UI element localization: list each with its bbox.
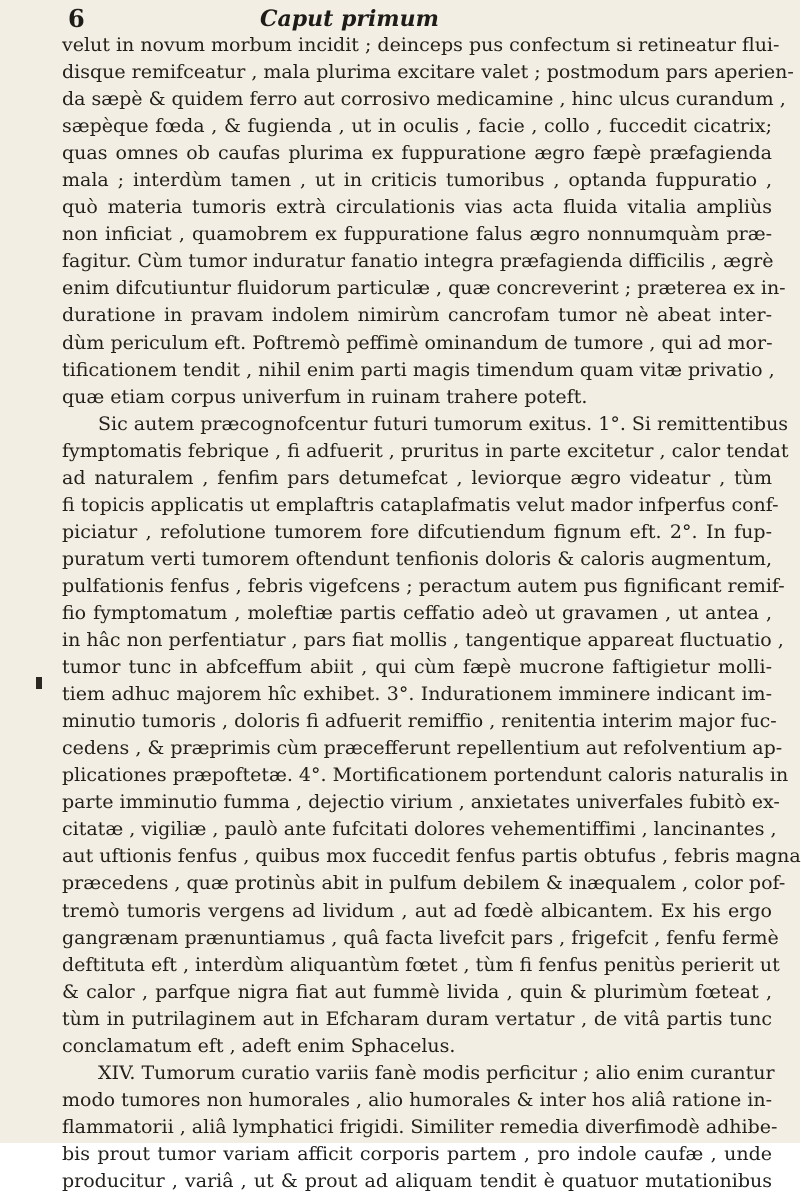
text-line: minutio tumoris , doloris fi adfuerit remiffio , renitentia interim major fuc- xyxy=(62,710,777,733)
text-line: fi topicis applicatis ut emplaftris cataplafmatis velut mador infperfus conf- xyxy=(62,493,779,516)
text-line: fymptomatis febrique , fi adfuerit , pruritus in parte excitetur , calor tendat xyxy=(62,439,789,462)
text-line: conclamatum eft , adeft enim Sphacelus. xyxy=(62,1034,456,1057)
text-line: tumor tunc in abfceffum abiit , qui cùm fæpè mucrone faftigietur molli- xyxy=(62,656,772,679)
text-line: citatæ , vigiliæ , paulò ante fufcitati dolores vehementiffimi , lancinantes , xyxy=(62,818,777,841)
text-line: fio fymptomatum , moleftiæ partis ceffatio adeò ut gravamen , ut antea , xyxy=(62,601,772,624)
text-line: sæpèque fœda , & fugienda , ut in oculis , facie , collo , fuccedit cicatrix; xyxy=(62,115,772,138)
text-line: dùm periculum eft. Poftremò peffimè ominandum de tumore , qui ad mor- xyxy=(62,331,773,354)
text-line: aut uftionis fenfus , quibus mox fuccedit fenfus partis obtufus , febris magna xyxy=(62,845,801,868)
margin-mark-icon xyxy=(36,677,42,689)
running-head: Caput primum xyxy=(260,6,439,32)
page-number: 6 xyxy=(68,4,85,33)
text-line: quò materia tumoris extrà circulationis vias acta fluida vitalia ampliùs xyxy=(62,196,772,219)
text-line: XIV. Tumorum curatio variis fanè modis perficitur ; alio enim curantur xyxy=(98,1061,775,1084)
text-line: piciatur , refolutione tumorem fore difcutiendum fignum eft. 2°. In fup- xyxy=(62,520,772,543)
text-line: da sæpè & quidem ferro aut corrosivo medicamine , hinc ulcus curandum , xyxy=(62,88,786,111)
text-line: tiem adhuc majorem hîc exhibet. 3°. Indurationem imminere indicant im- xyxy=(62,683,772,706)
text-line: quas omnes ob caufas plurima ex fuppuratione ægro fæpè præfagienda xyxy=(62,142,772,165)
text-line: fagitur. Cùm tumor induratur fanatio integra præfagienda difficilis , ægrè xyxy=(62,250,774,273)
text-line: parte imminutio fumma , dejectio virium , anxietates univerfales fubitò ex- xyxy=(62,791,780,814)
text-line: tremò tumoris vergens ad lividum , aut ad fœdè albicantem. Ex his ergo xyxy=(62,899,772,922)
text-line: deftituta eft , interdùm aliquantùm fœtet , tùm fi fenfus penitùs perierit ut xyxy=(62,953,780,976)
text-line: cedens , & præprimis cùm præcefferunt repellentium aut refolventium ap- xyxy=(62,737,783,760)
text-line: ad naturalem , fenfim pars detumefcat , leviorque ægro videatur , tùm xyxy=(62,466,772,489)
body-text xyxy=(62,32,801,1195)
text-line: plicationes præpoftetæ. 4°. Mortificationem portendunt caloris naturalis in xyxy=(62,764,789,787)
text-line: in hâc non perfentiatur , pars fiat mollis , tangentique appareat fluctuatio , xyxy=(62,629,784,652)
text-line: mala ; interdùm tamen , ut in criticis tumoribus , optanda fuppuratio , xyxy=(62,169,772,192)
text-line: gangrænam prænuntiamus , quâ facta livefcit pars , frigefcit , fenfu fermè xyxy=(62,926,779,949)
text-line: & calor , parfque nigra fiat aut fummè livida , quin & plurimùm fœteat , xyxy=(62,980,772,1003)
text-line: disque remifceatur , mala plurima excitare valet ; postmodum pars aperien- xyxy=(62,61,794,84)
text-line: enim difcutiuntur fluidorum particulæ , quæ concreverint ; præterea ex in- xyxy=(62,277,786,300)
text-line: duratione in pravam indolem nimirùm cancrofam tumor nè abeat inter- xyxy=(62,304,772,327)
text-line: puratum verti tumorem oftendunt tenfionis doloris & caloris augmentum, xyxy=(62,547,772,570)
text-line: Sic autem præcognofcentur futuri tumorum exitus. 1°. Si remittentibus xyxy=(98,412,789,435)
text-line: producitur , variâ , ut & prout ad aliquam tendit è quatuor mutationibus xyxy=(62,1169,772,1192)
text-line: flammatorii , aliâ lymphatici frigidi. Similiter remedia diverfimodè adhibe- xyxy=(62,1115,778,1138)
text-line: modo tumores non humorales , alio humorales & inter hos aliâ ratione in- xyxy=(62,1088,772,1111)
text-line: velut in novum morbum incidit ; deinceps pus confectum si retineatur flui- xyxy=(62,34,780,56)
text-line: tificationem tendit , nihil enim parti magis timendum quam vitæ privatio , xyxy=(62,358,775,381)
text-line: pulfationis fenfus , febris vigefcens ; peractum autem pus fignificant remif- xyxy=(62,574,785,597)
text-line: bis prout tumor variam afficit corporis partem , pro indole caufæ , unde xyxy=(62,1142,772,1165)
text-line: non inficiat , quamobrem ex fuppuratione falus ægro nonnumquàm præ- xyxy=(62,223,772,246)
text-line: quæ etiam corpus univerfum in ruinam trahere poteft. xyxy=(62,385,588,408)
text-line: præcedens , quæ protinùs abit in pulfum debilem & inæqualem , color pof- xyxy=(62,872,786,895)
text-line: tùm in putrilaginem aut in Efcharam duram vertatur , de vitâ partis tunc xyxy=(62,1007,772,1030)
